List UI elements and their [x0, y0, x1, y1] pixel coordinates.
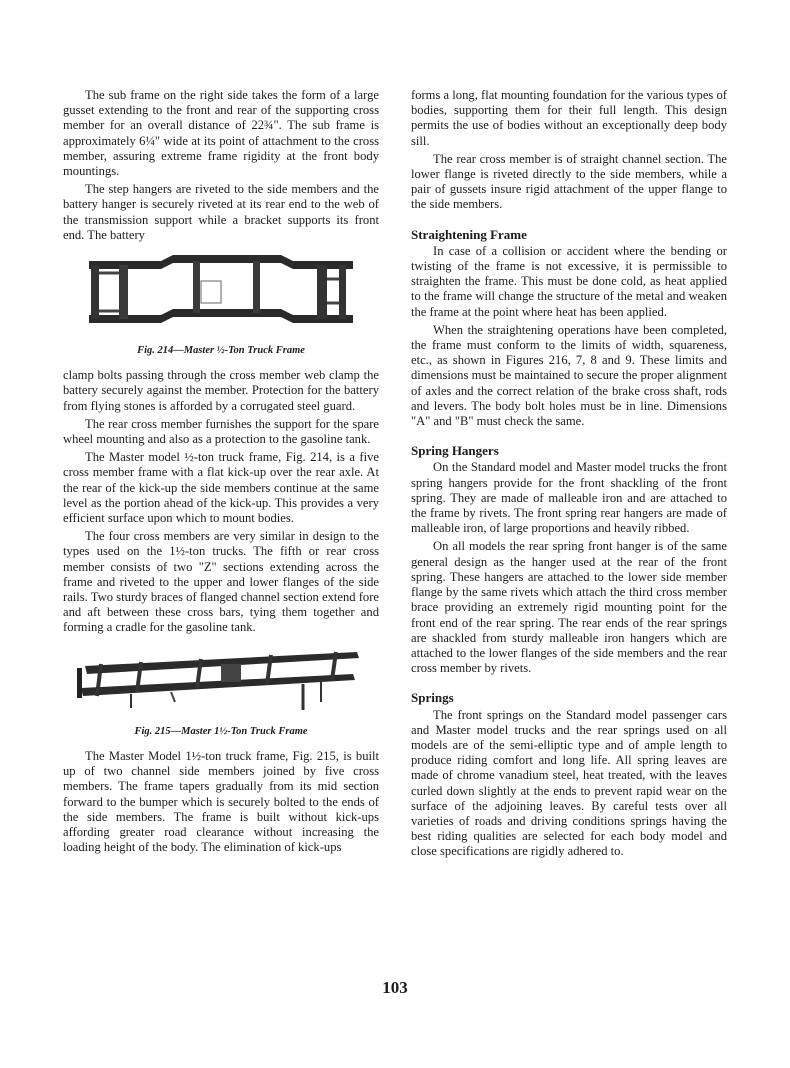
- paragraph: The rear cross member is of straight channel section. The lower flange is riveted directly to the side members, while a pair of gussets insure rigid attachment of the upper flange to the side members.: [411, 151, 727, 212]
- paragraph: The four cross members are very similar in design to the types used on the 1½-ton trucks. The fifth or rear cross member consists of two "Z" sections extending across the frame and riveted to the upper and lower flanges of the side rails. Two sturdy braces of flanged channel section extend fore and aft between these cross bars, tying them together and forming a cradle for the gasoline tank.: [63, 529, 379, 635]
- truck-frame-illustration: [71, 644, 371, 718]
- paragraph: The front springs on the Standard model passenger cars and Master model trucks and the rear springs used on all models are of the semi-elliptic type and of ample length to produce riding comfort and long life. All spring leaves are made of chrome vanadium steel, heat treated, with the leaves curled down slightly at the ends to prevent rapid wear on the surface of the adjoining leaves. By careful tests over all varieties of roads and driving conditions springs having the best riding qualities are selected for each body model and close specifications are rigidly adhered to.: [411, 707, 727, 859]
- left-column: [63, 88, 379, 858]
- paragraph: The sub frame on the right side takes the form of a large gusset extending to the front and rear of the supporting cross member for an overall distance of 22¾". The sub frame is approximately 6¼" wide at its point of attachment to the cross member, assuring extreme frame rigidity at the front body mountings.: [63, 88, 379, 179]
- figure-215: [63, 644, 379, 739]
- section-heading-spring-hangers: Spring Hangers: [411, 443, 499, 459]
- paragraph: The Master Model 1½-ton truck frame, Fig. 215, is built up of two channel side members joined by five cross members. The frame tapers gradually from its mid section forward to the bumper which is securely bolted to the ends of the side members. The frame is built without kick-ups affording greater road clearance without increasing the loading height of the body. The elimination of kick-ups: [63, 748, 379, 855]
- paragraph: On all models the rear spring front hanger is of the same general design as the hanger used at the rear of the front spring. These hangers are attached to the lower side member flange by the same rivets which attach the third cross member brace providing an extremely rigid mounting point for the front end of the rear spring. The rear ends of the rear springs are shackled from sturdy malleable iron hangers which are attached to the lower flanges of the side members and the rear cross member by rivets.: [411, 539, 727, 676]
- paragraph: When the straightening operations have been completed, the frame must conform to the limits of width, squareness, etc., as shown in Figures 216, 7, 8 and 9. These limits and dimensions must be maintained to secure the proper alignment of axles and the correct relation of the brake cross shaft, rods and levers. The body bolt holes must be in line. Dimensions "A" and "B" must check the same.: [411, 322, 727, 429]
- figure-caption: Fig. 215—Master 1½-Ton Truck Frame: [134, 725, 308, 737]
- paragraph: The rear cross member furnishes the support for the spare wheel mounting and also as a protection to the gasoline tank.: [63, 416, 379, 447]
- paragraph: On the Standard model and Master model trucks the front spring hangers provide for the front shackling of the front spring. They are made of malleable iron and are attached to the frame by rivets. The front spring rear hangers are made of malleable iron, of large proportions and heavily ribbed.: [411, 460, 727, 536]
- figure-214: [63, 251, 379, 358]
- paragraph: In case of a collision or accident where the bending or twisting of the frame is not excessive, it is permissible to straighten the frame. This must be done cold, as heat applied to the frame will change the structure of the metal and weaken the frame at the point where heat has been applied.: [411, 243, 727, 319]
- page-number: 103: [382, 978, 408, 997]
- paragraph: clamp bolts passing through the cross member web clamp the battery securely against the member. Protection for the battery from flying stones is afforded by a corrugated steel guard.: [63, 368, 379, 413]
- paragraph: The Master model ½-ton truck frame, Fig. 214, is a five cross member frame with a flat kick-up over the rear axle. At the rear of the kick-up the side members continue at the same level as the portion ahead of the kick-up. This provides a very efficient surface upon which to mount bodies.: [63, 450, 379, 526]
- right-column: [411, 88, 727, 863]
- paragraph: forms a long, flat mounting foundation for the various types of bodies, supporting them for their full length. This design permits the use of bodies without an exceptionally deep body sill.: [411, 88, 727, 148]
- truck-frame-illustration: [81, 251, 361, 337]
- paragraph: The step hangers are riveted to the side members and the battery hanger is securely riveted at its rear end to the web of the transmission support while a bracket supports its front end. The battery: [63, 182, 379, 242]
- section-heading-springs: Springs: [411, 690, 454, 706]
- figure-caption: Fig. 214—Master ½-Ton Truck Frame: [137, 345, 305, 357]
- section-heading-straightening-frame: Straightening Frame: [411, 226, 527, 242]
